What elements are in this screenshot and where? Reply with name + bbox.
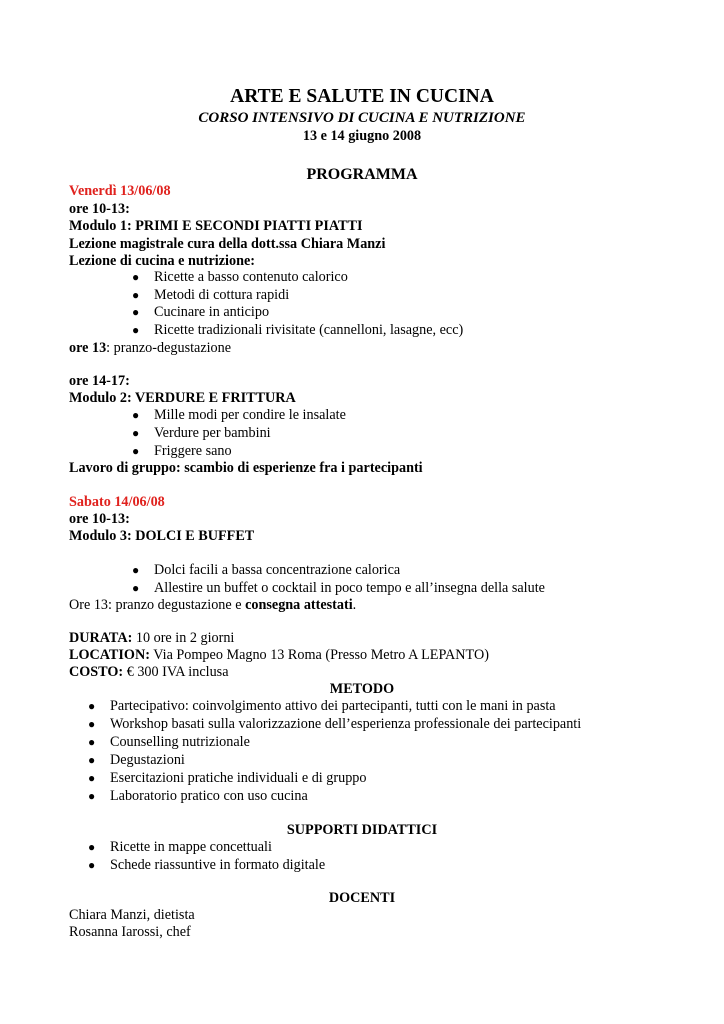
list-item: ● Friggere sano: [132, 443, 232, 459]
list-item: ● Cucinare in anticipo: [132, 304, 270, 320]
bullet-icon: ●: [132, 563, 140, 577]
bullet-icon: ●: [132, 323, 140, 337]
list-item: ● Verdure per bambini: [132, 425, 271, 441]
bullet-icon: ●: [132, 426, 140, 440]
day1-lunch: ore 13: pranzo-degustazione: [69, 340, 232, 356]
list-item: ● Metodi di cottura rapidi: [132, 287, 290, 303]
day1-module2: Modulo 2: VERDURE E FRITTURA: [69, 390, 296, 406]
bullet-icon: ●: [88, 753, 96, 767]
list-item: ● Degustazioni: [88, 752, 185, 768]
bullet-icon: ●: [88, 717, 96, 731]
location-line: LOCATION: Via Pompeo Magno 13 Roma (Presso Metro A LEPANTO): [69, 647, 489, 663]
course-dates: 13 e 14 giugno 2008: [302, 128, 422, 144]
list-item: ● Dolci facili a bassa concentrazione calorica: [132, 562, 401, 578]
list-item: ● Ricette a basso contenuto calorico: [132, 269, 348, 285]
bullet-icon: ●: [88, 735, 96, 749]
bullet-icon: ●: [88, 699, 96, 713]
list-item: ● Allestire un buffet o cocktail in poco tempo e all’insegna della salute: [132, 580, 545, 596]
list-item: ● Partecipativo: coinvolgimento attivo dei partecipanti, tutti con le mani in pasta: [88, 698, 556, 714]
day1-label: Venerdì 13/06/08: [69, 183, 171, 199]
list-item: ● Workshop basati sulla valorizzazione dell’esperienza professionale dei partecipanti: [88, 716, 582, 732]
supporti-heading: SUPPORTI DIDATTICI: [286, 822, 438, 838]
day2-label: Sabato 14/06/08: [69, 494, 165, 510]
day1-session2-time: ore 14-17:: [69, 373, 130, 389]
bullet-icon: ●: [132, 288, 140, 302]
durata-line: DURATA: 10 ore in 2 giorni: [69, 630, 235, 646]
day2-module3: Modulo 3: DOLCI E BUFFET: [69, 528, 255, 544]
list-item: ● Ricette in mappe concettuali: [88, 839, 272, 855]
day1-lecture: Lezione magistrale cura della dott.ssa Chiara Manzi: [69, 236, 386, 252]
bullet-icon: ●: [88, 840, 96, 854]
day2-time: ore 10-13:: [69, 511, 130, 527]
document-subtitle: CORSO INTENSIVO DI CUCINA E NUTRIZIONE: [198, 110, 526, 126]
document-title: ARTE E SALUTE IN CUCINA: [230, 86, 494, 107]
docenti-heading: DOCENTI: [328, 890, 396, 906]
docente-item: Chiara Manzi, dietista: [69, 907, 195, 923]
bullet-icon: ●: [132, 305, 140, 319]
day2-closing: Ore 13: pranzo degustazione e consegna attestati.: [69, 597, 357, 613]
metodo-heading: METODO: [329, 681, 395, 697]
day1-module1: Modulo 1: PRIMI E SECONDI PIATTI PIATTI: [69, 218, 363, 234]
bullet-icon: ●: [132, 444, 140, 458]
bullet-icon: ●: [132, 581, 140, 595]
docente-item: Rosanna Iarossi, chef: [69, 924, 191, 940]
list-item: ● Counselling nutrizionale: [88, 734, 250, 750]
bullet-icon: ●: [88, 858, 96, 872]
list-item: ● Mille modi per condire le insalate: [132, 407, 346, 423]
day1-group-work: Lavoro di gruppo: scambio di esperienze fra i partecipanti: [69, 460, 423, 476]
bullet-icon: ●: [132, 408, 140, 422]
list-item: ● Laboratorio pratico con uso cucina: [88, 788, 308, 804]
day1-cooking-lesson: Lezione di cucina e nutrizione:: [69, 253, 255, 269]
list-item: ● Ricette tradizionali rivisitate (cannelloni, lasagne, ecc): [132, 322, 464, 338]
bullet-icon: ●: [88, 789, 96, 803]
programma-heading: PROGRAMMA: [306, 166, 418, 183]
day1-session1-time: ore 10-13:: [69, 201, 130, 217]
list-item: ● Schede riassuntive in formato digitale: [88, 857, 326, 873]
list-item: ● Esercitazioni pratiche individuali e di gruppo: [88, 770, 367, 786]
bullet-icon: ●: [132, 270, 140, 284]
costo-line: COSTO: € 300 IVA inclusa: [69, 664, 229, 680]
bullet-icon: ●: [88, 771, 96, 785]
